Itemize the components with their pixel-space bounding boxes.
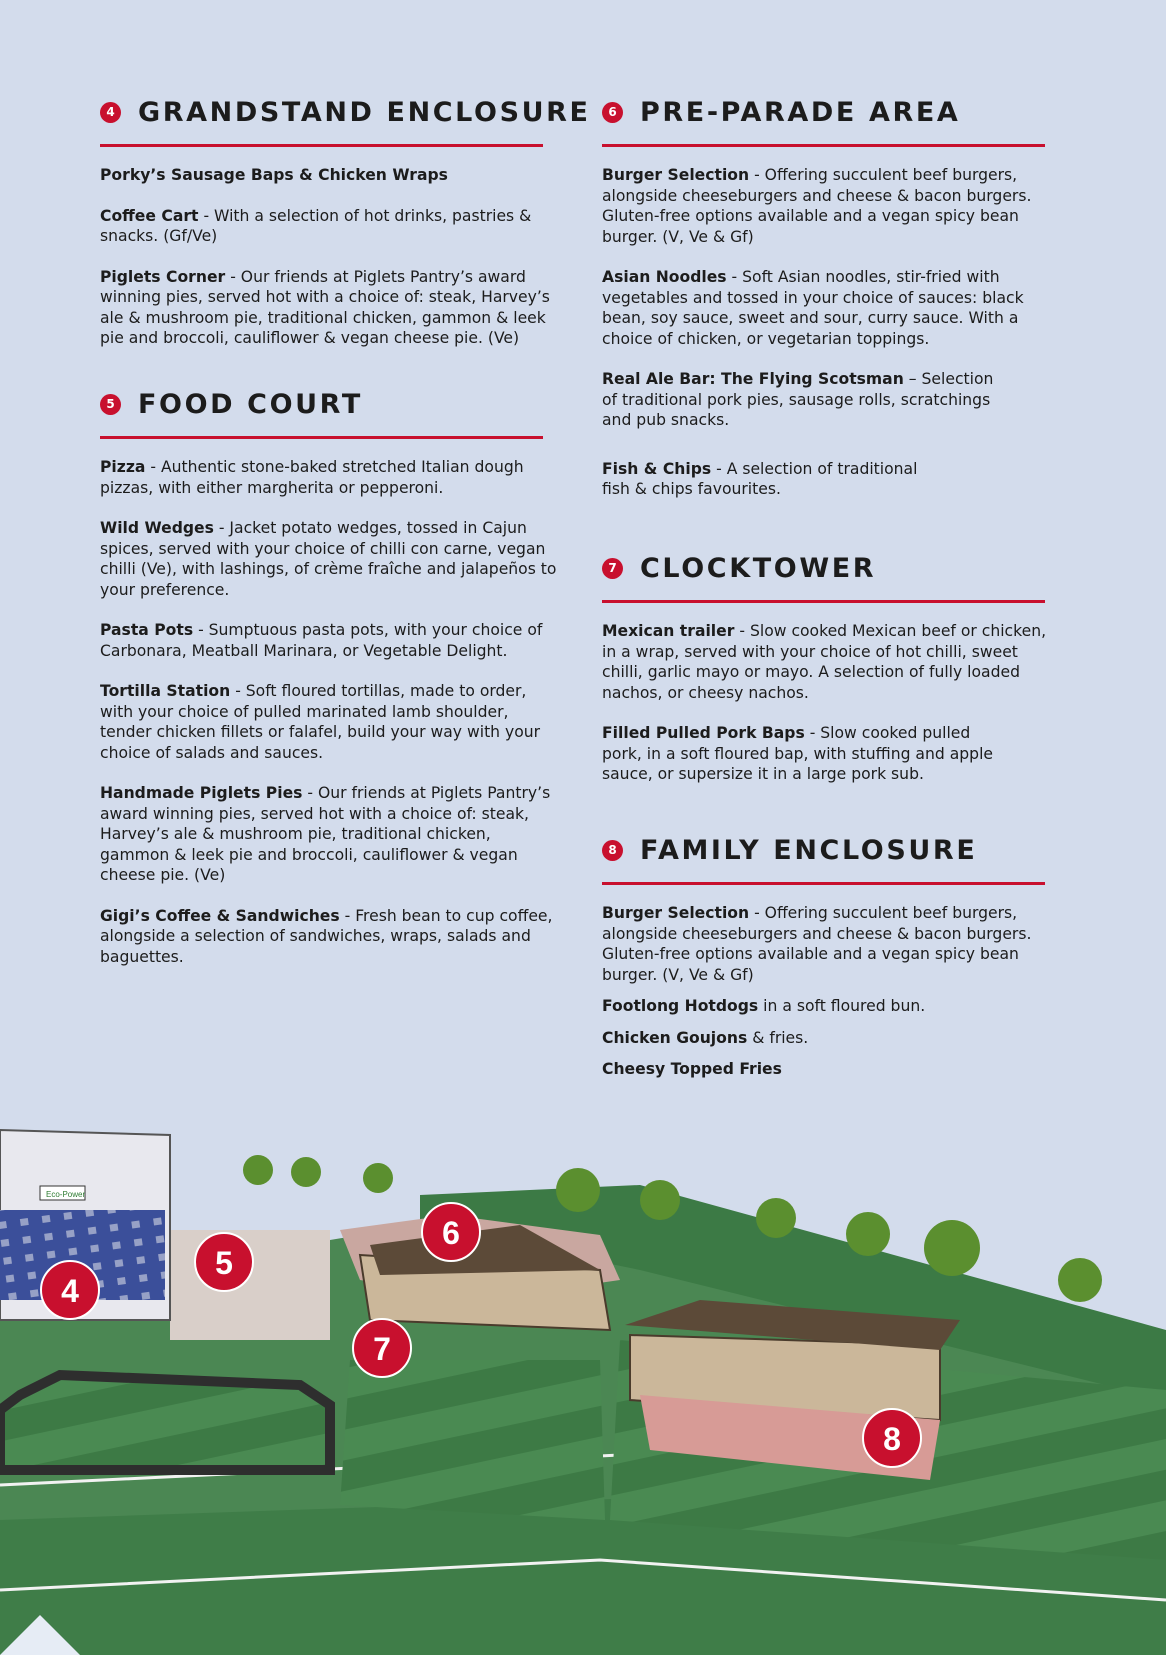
menu-item-description: - Soft Asian noodles, stir-fried with vegetables and tossed in your choice of sauces: black bean, soy sauce, sweet and sour, curry sauce. With a choice of chicken, or vegetarian toppings. — [602, 268, 1024, 348]
menu-item-description: - Our friends at Piglets Pantry’s award winning pies, served hot with a choice of: steak, Harvey’s ale & mushroom pie, traditional chicken, gammon & leek pie and broccoli, cauliflower & vegan cheese pie. (Ve) — [100, 784, 551, 884]
menu-item-description: & fries. — [747, 1028, 809, 1047]
section-heading — [100, 384, 560, 424]
tree-icon — [1058, 1258, 1102, 1302]
menu-item — [100, 620, 560, 661]
menu-item-description: - Fresh bean to cup coffee, alongside a selection of sandwiches, wraps, salads and baguettes. — [100, 906, 553, 966]
menu-item-name: Pizza — [100, 458, 146, 476]
tree-icon — [291, 1157, 321, 1187]
menu-item — [602, 723, 1012, 785]
menu-item-name: Pasta Pots — [100, 621, 194, 639]
menu-item — [100, 783, 560, 886]
section-heading — [602, 92, 1062, 132]
map-marker-label: 7 — [373, 1331, 391, 1367]
menu-item-name: Footlong Hotdogs — [602, 997, 759, 1015]
map-marker-7 — [353, 1319, 411, 1377]
red-divider — [100, 144, 543, 147]
section-title: FOOD COURT — [138, 388, 363, 420]
section-title: FAMILY ENCLOSURE — [640, 834, 978, 866]
map-marker-label: 8 — [883, 1421, 901, 1457]
map-marker-4 — [41, 1261, 99, 1319]
menu-item — [100, 906, 560, 968]
section-number-badge: 5 — [100, 394, 121, 415]
tree-icon — [846, 1212, 890, 1256]
menu-item-description: - A selection of traditional fish & chips favourites. — [602, 459, 918, 498]
menu-item — [100, 518, 560, 600]
picnic-lawn — [340, 1360, 605, 1520]
menu-item — [100, 457, 560, 498]
menu-item — [602, 621, 1057, 703]
menu-item-name: Burger Selection — [602, 904, 750, 922]
section-clocktower — [602, 548, 1062, 805]
menu-item — [602, 369, 1002, 431]
tree-icon — [556, 1168, 600, 1212]
menu-item — [100, 681, 560, 763]
map-marker-label: 4 — [61, 1273, 79, 1309]
menu-item — [602, 903, 1062, 985]
section-title: GRANDSTAND ENCLOSURE — [138, 96, 591, 128]
menu-item-name: Fish & Chips — [602, 459, 712, 478]
section-title: PRE-PARADE AREA — [640, 96, 961, 128]
red-divider — [602, 600, 1045, 603]
menu-item-description: - Soft floured tortillas, made to order, with your choice of pulled marinated lamb shoulder, tender chicken fillets or falafel, build your way with your choice of salads and sauces. — [100, 682, 541, 762]
menu-item-description: - Our friends at Piglets Pantry’s award winning pies, served hot with a choice of: steak, Harvey’s ale & mushroom pie, traditional chicken, gammon & leek pie and broccoli, cauliflower & vegan cheese pie. (Ve) — [100, 267, 550, 347]
racecourse-map — [0, 1120, 1166, 1655]
menu-item-name: Burger Selection — [602, 166, 750, 184]
menu-item-name: Gigi’s Coffee & Sandwiches — [100, 906, 340, 925]
sponsor-logo: Eco-Power — [46, 1190, 86, 1199]
menu-item-name: Piglets Corner — [100, 267, 226, 286]
menu-item-description: – Selection of traditional pork pies, sausage rolls, scratchings and pub snacks. — [602, 370, 994, 429]
section-heading — [602, 548, 1062, 588]
section-title: CLOCKTOWER — [640, 552, 877, 584]
tree-icon — [924, 1220, 980, 1276]
menu-item-name: Mexican trailer — [602, 622, 735, 640]
section-grandstand-enclosure — [100, 92, 591, 369]
menu-item-description: - Offering succulent beef burgers, alongside cheeseburgers and cheese & bacon burgers. Gluten-free options available and a vegan spicy bean burger. (V, Ve & Gf) — [602, 904, 1032, 984]
map-marker-8 — [863, 1409, 921, 1467]
tree-icon — [640, 1180, 680, 1220]
menu-item-name: Cheesy Topped Fries — [602, 1060, 782, 1078]
section-food-court — [100, 384, 560, 987]
tree-icon — [756, 1198, 796, 1238]
menu-item-name: Wild Wedges — [100, 519, 214, 537]
paddock-ring — [0, 1375, 330, 1470]
tree-icon — [243, 1155, 273, 1185]
menu-item — [602, 459, 932, 500]
menu-item-description: - With a selection of hot drinks, pastries & snacks. (Gf/Ve) — [100, 206, 532, 245]
section-number-badge: 4 — [100, 102, 121, 123]
menu-item — [100, 267, 560, 349]
menu-item-name: Real Ale Bar: The Flying Scotsman — [602, 370, 904, 388]
concourse — [170, 1230, 330, 1340]
map-marker-5 — [195, 1233, 253, 1291]
map-marker-label: 5 — [215, 1245, 233, 1281]
section-family-enclosure — [602, 830, 1062, 1091]
menu-item — [602, 996, 1062, 1017]
section-number-badge: 6 — [602, 102, 623, 123]
map-marker-label: 6 — [442, 1215, 460, 1251]
menu-item-name: Asian Noodles — [602, 268, 727, 286]
menu-item — [602, 165, 1062, 247]
menu-item — [602, 1028, 1062, 1049]
menu-item-name: Coffee Cart — [100, 206, 199, 225]
menu-item-name: Filled Pulled Pork Baps — [602, 724, 805, 742]
menu-item-description: - Slow cooked pulled pork, in a soft floured bap, with stuffing and apple sauce, or supersize it in a large pork sub. — [602, 724, 994, 783]
section-heading — [100, 92, 591, 132]
menu-item — [100, 165, 560, 186]
section-pre-parade-area — [602, 92, 1062, 520]
menu-item-description: - Offering succulent beef burgers, alongside cheeseburgers and cheese & bacon burgers. Gluten-free options available and a vegan spicy bean burger. (V, Ve & Gf) — [602, 166, 1032, 246]
menu-item-description: in a soft floured bun. — [758, 997, 926, 1015]
section-heading — [602, 830, 1062, 870]
red-divider — [100, 436, 543, 439]
menu-item — [100, 206, 560, 247]
menu-item-name: Porky’s Sausage Baps & Chicken Wraps — [100, 166, 448, 184]
menu-item-description: - Jacket potato wedges, tossed in Cajun spices, served with your choice of chilli con carne, vegan chilli (Ve), with lashings, of crème fraîche and jalapeños to your preference. — [100, 519, 557, 599]
tree-icon — [363, 1163, 393, 1193]
menu-item — [602, 1059, 1062, 1080]
section-number-badge: 7 — [602, 558, 623, 579]
map-marker-6 — [422, 1203, 480, 1261]
menu-item — [602, 267, 1062, 349]
menu-item-name: Chicken Goujons — [602, 1028, 748, 1047]
section-number-badge: 8 — [602, 840, 623, 861]
menu-item-name: Tortilla Station — [100, 682, 231, 700]
menu-item-description: - Authentic stone-baked stretched Italian dough pizzas, with either margherita or pepperoni. — [100, 458, 524, 497]
menu-item-name: Handmade Piglets Pies — [100, 784, 303, 802]
menu-item-description: - Slow cooked Mexican beef or chicken, in a wrap, served with your choice of hot chilli, sweet chilli, garlic mayo or mayo. A selection of fully loaded nachos, or cheesy nachos. — [602, 622, 1047, 702]
red-divider — [602, 882, 1045, 885]
menu-item-description: - Sumptuous pasta pots, with your choice of Carbonara, Meatball Marinara, or Vegetable Delight. — [100, 621, 543, 660]
red-divider — [602, 144, 1045, 147]
